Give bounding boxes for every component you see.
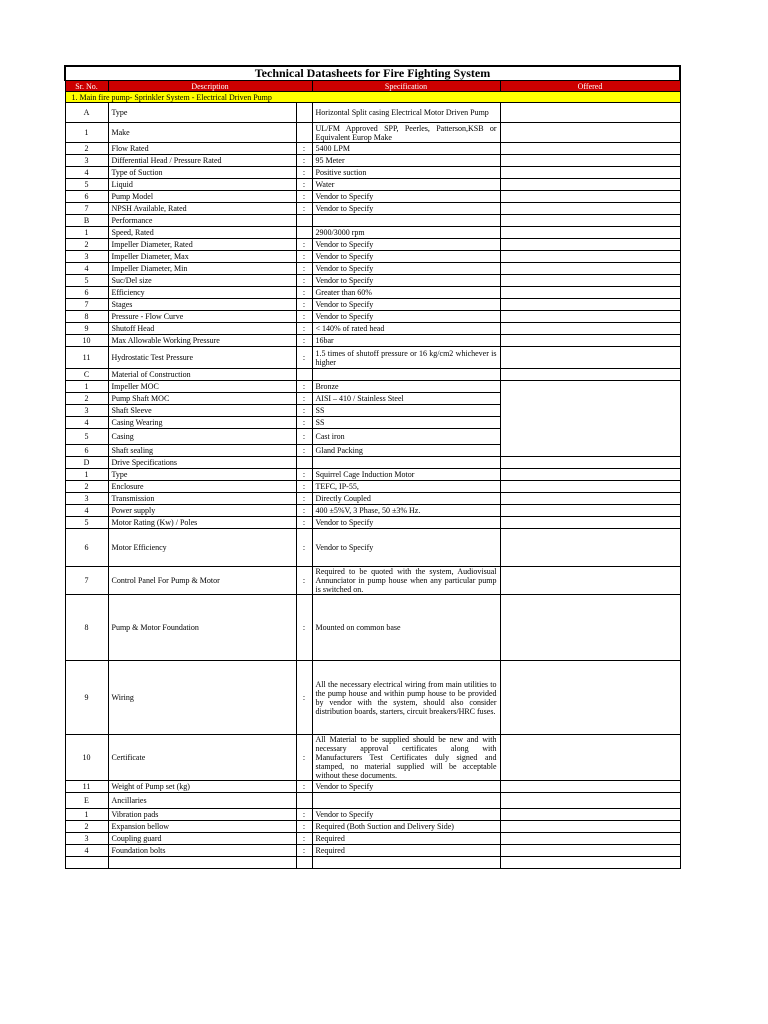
row-sr-no: 5 [65,275,108,287]
row-separator: : [296,179,312,191]
row-description: Efficiency [108,287,296,299]
table-row [65,833,680,845]
row-offered[interactable] [500,857,680,869]
table-row [65,595,680,661]
row-sr-no [65,857,108,869]
row-specification: Vendor to Specify [312,299,500,311]
row-description: Transmission [108,493,296,505]
row-sr-no: 4 [65,263,108,275]
row-separator: : [296,405,312,417]
section-row [65,92,680,103]
table-row [65,661,680,735]
row-description: Stages [108,299,296,311]
table-row [65,323,680,335]
row-description: Shutoff Head [108,323,296,335]
row-description: Power supply [108,505,296,517]
row-sr-no: 7 [65,567,108,595]
row-offered[interactable] [500,215,680,227]
row-sr-no: 11 [65,347,108,369]
row-description: Motor Efficiency [108,529,296,567]
row-description: Differential Head / Pressure Rated [108,155,296,167]
row-specification: Vendor to Specify [312,311,500,323]
row-separator: : [296,251,312,263]
row-separator: : [296,481,312,493]
header-offered: Offered [500,81,680,92]
row-offered[interactable] [500,251,680,263]
row-offered[interactable] [500,567,680,595]
title-row [65,66,680,81]
row-description: Liquid [108,179,296,191]
row-sr-no: 3 [65,405,108,417]
row-offered[interactable] [500,493,680,505]
row-offered[interactable] [500,845,680,857]
row-specification: 16bar [312,335,500,347]
row-offered[interactable] [500,123,680,143]
row-specification: Bronze [312,381,500,393]
row-separator: : [296,661,312,735]
table-row [65,481,680,493]
table-row [65,469,680,481]
row-sr-no: 9 [65,661,108,735]
row-description: Casing [108,429,296,445]
table-row [65,335,680,347]
row-offered[interactable] [500,347,680,369]
row-offered[interactable] [500,661,680,735]
row-sr-no: 2 [65,143,108,155]
header-specification: Specification [312,81,500,92]
row-sr-no: 6 [65,445,108,457]
row-separator [296,793,312,809]
row-offered[interactable] [500,793,680,809]
row-specification: SS [312,417,500,429]
row-separator [296,123,312,143]
row-description: Enclosure [108,481,296,493]
row-separator: : [296,417,312,429]
row-offered[interactable] [500,809,680,821]
row-sr-no: 10 [65,335,108,347]
row-specification: Vendor to Specify [312,203,500,215]
row-specification: Horizontal Split casing Electrical Motor Driven Pump [312,103,500,123]
table-row [65,369,680,381]
row-specification: Vendor to Specify [312,517,500,529]
row-offered[interactable] [500,227,680,239]
row-description: Impeller Diameter, Rated [108,239,296,251]
row-separator: : [296,287,312,299]
table-row [65,167,680,179]
row-separator: : [296,323,312,335]
row-sr-no: A [65,103,108,123]
table-row [65,103,680,123]
table-row [65,275,680,287]
row-offered[interactable] [500,167,680,179]
row-description: NPSH Available, Rated [108,203,296,215]
row-description: Weight of Pump set (kg) [108,781,296,793]
row-sr-no: 2 [65,481,108,493]
row-description: Max Allowable Working Pressure [108,335,296,347]
datasheet-table [64,65,681,869]
row-sr-no: 1 [65,227,108,239]
table-row [65,299,680,311]
row-specification [312,369,500,381]
row-description: Make [108,123,296,143]
row-separator: : [296,567,312,595]
row-separator [296,215,312,227]
table-row [65,505,680,517]
table-row [65,215,680,227]
row-separator [296,227,312,239]
row-sr-no: C [65,369,108,381]
row-offered[interactable] [500,239,680,251]
row-separator: : [296,595,312,661]
row-specification: Vendor to Specify [312,781,500,793]
table-row [65,793,680,809]
row-sr-no: 5 [65,179,108,191]
row-sr-no: D [65,457,108,469]
row-separator: : [296,299,312,311]
row-description: Impeller Diameter, Min [108,263,296,275]
row-offered[interactable] [500,191,680,203]
row-specification: 1.5 times of shutoff pressure or 16 kg/cm2 whichever is higher [312,347,500,369]
row-description: Type of Suction [108,167,296,179]
header-sr-no: Sr. No. [65,81,108,92]
table-row [65,347,680,369]
row-offered[interactable] [500,323,680,335]
row-description: Pump Model [108,191,296,203]
row-sr-no: 2 [65,821,108,833]
row-description: Casing Wearing [108,417,296,429]
row-separator: : [296,239,312,251]
table-row [65,251,680,263]
row-offered[interactable] [500,457,680,469]
table-row [65,517,680,529]
row-offered[interactable] [500,381,680,457]
table-row [65,143,680,155]
row-separator: : [296,517,312,529]
row-sr-no: 2 [65,239,108,251]
row-description: Pump & Motor Foundation [108,595,296,661]
row-separator: : [296,311,312,323]
table-row [65,123,680,143]
row-specification: 5400 LPM [312,143,500,155]
row-separator [296,857,312,869]
row-description: Type [108,469,296,481]
row-specification: 400 ±5%V, 3 Phase, 50 ±3% Hz. [312,505,500,517]
row-separator: : [296,155,312,167]
row-separator [296,103,312,123]
row-specification [312,457,500,469]
row-description: Shaft Sleeve [108,405,296,417]
row-description: Foundation bolts [108,845,296,857]
row-description: Speed, Rated [108,227,296,239]
table-row [65,821,680,833]
row-offered[interactable] [500,821,680,833]
row-separator: : [296,167,312,179]
row-specification: Greater than 60% [312,287,500,299]
row-sr-no: 1 [65,123,108,143]
row-offered[interactable] [500,505,680,517]
row-description: Impeller MOC [108,381,296,393]
row-sr-no: 8 [65,595,108,661]
row-separator: : [296,821,312,833]
row-sr-no: 4 [65,845,108,857]
row-offered[interactable] [500,155,680,167]
row-sr-no: B [65,215,108,227]
row-offered[interactable] [500,263,680,275]
row-specification: Vendor to Specify [312,263,500,275]
row-sr-no: 11 [65,781,108,793]
header-description: Description [108,81,312,92]
table-row [65,845,680,857]
row-sr-no: 4 [65,505,108,517]
row-separator: : [296,275,312,287]
row-separator: : [296,347,312,369]
row-sr-no: 6 [65,191,108,203]
table-row [65,493,680,505]
row-offered[interactable] [500,517,680,529]
row-sr-no: E [65,793,108,809]
row-sr-no: 7 [65,203,108,215]
row-separator: : [296,143,312,155]
row-description: Flow Rated [108,143,296,155]
row-separator: : [296,529,312,567]
row-description [108,857,296,869]
row-sr-no: 1 [65,809,108,821]
row-specification: AISI – 410 / Stainless Steel [312,393,500,405]
row-description: Certificate [108,735,296,781]
row-offered[interactable] [500,529,680,567]
row-sr-no: 1 [65,469,108,481]
row-offered[interactable] [500,781,680,793]
table-row [65,287,680,299]
table-row [65,781,680,793]
table-row [65,191,680,203]
table-row [65,311,680,323]
row-description: Vibration pads [108,809,296,821]
row-offered[interactable] [500,299,680,311]
table-row [65,529,680,567]
row-separator: : [296,445,312,457]
row-offered[interactable] [500,833,680,845]
row-separator [296,369,312,381]
row-separator: : [296,469,312,481]
row-offered[interactable] [500,287,680,299]
row-separator: : [296,393,312,405]
table-row [65,735,680,781]
row-offered[interactable] [500,335,680,347]
row-specification: 95 Meter [312,155,500,167]
row-specification: Vendor to Specify [312,251,500,263]
row-sr-no: 1 [65,381,108,393]
row-description: Type [108,103,296,123]
row-specification [312,215,500,227]
row-sr-no: 5 [65,517,108,529]
row-separator: : [296,203,312,215]
row-specification: < 140% of rated head [312,323,500,335]
table-row [65,381,680,393]
row-offered[interactable] [500,311,680,323]
row-specification: Directly Coupled [312,493,500,505]
row-specification: TEFC, IP-55, [312,481,500,493]
row-sr-no: 3 [65,493,108,505]
row-sr-no: 3 [65,833,108,845]
row-separator: : [296,263,312,275]
row-separator: : [296,191,312,203]
row-description: Ancillaries [108,793,296,809]
row-separator: : [296,833,312,845]
row-specification: Mounted on common base [312,595,500,661]
row-separator: : [296,429,312,445]
row-offered[interactable] [500,595,680,661]
row-specification [312,793,500,809]
row-specification: Required (Both Suction and Delivery Side) [312,821,500,833]
row-sr-no: 5 [65,429,108,445]
row-offered[interactable] [500,369,680,381]
row-separator: : [296,735,312,781]
row-offered[interactable] [500,179,680,191]
row-description: Suc/Del size [108,275,296,287]
row-specification: All Material to be supplied should be new and with necessary approval certificates along with Manufacturers Test Certificates duly signed and stamped, no material supplied will be acceptable without these documents. [312,735,500,781]
table-row [65,857,680,869]
row-sr-no: 10 [65,735,108,781]
row-separator [296,457,312,469]
row-specification: Vendor to Specify [312,239,500,251]
row-offered[interactable] [500,275,680,287]
row-sr-no: 6 [65,287,108,299]
row-specification: SS [312,405,500,417]
row-specification: Required [312,845,500,857]
row-description: Expansion bellow [108,821,296,833]
section-title: 1. Main fire pump- Sprinkler System - Electrical Driven Pump [65,92,680,103]
row-sr-no: 4 [65,417,108,429]
row-description: Wiring [108,661,296,735]
row-description: Motor Rating (Kw) / Poles [108,517,296,529]
row-separator: : [296,493,312,505]
row-specification: Positive suction [312,167,500,179]
row-separator: : [296,809,312,821]
table-row [65,239,680,251]
row-description: Performance [108,215,296,227]
row-specification: Cast iron [312,429,500,445]
row-offered[interactable] [500,203,680,215]
row-description: Pump Shaft MOC [108,393,296,405]
row-description: Impeller Diameter, Max [108,251,296,263]
row-offered[interactable] [500,143,680,155]
row-sr-no: 3 [65,155,108,167]
row-separator: : [296,845,312,857]
row-sr-no: 4 [65,167,108,179]
row-offered[interactable] [500,103,680,123]
row-specification: Required [312,833,500,845]
header-row [65,81,680,92]
table-row [65,809,680,821]
row-specification: Vendor to Specify [312,275,500,287]
row-sr-no: 7 [65,299,108,311]
row-description: Pressure - Flow Curve [108,311,296,323]
row-sr-no: 8 [65,311,108,323]
row-separator: : [296,381,312,393]
row-specification: Required to be quoted with the system, Audiovisual Annunciator in pump house when any particular pump is switched on. [312,567,500,595]
row-description: Shaft sealing [108,445,296,457]
row-sr-no: 3 [65,251,108,263]
sheet-title: Technical Datasheets for Fire Fighting System [65,66,680,81]
row-description: Drive Specifications [108,457,296,469]
row-description: Hydrostatic Test Pressure [108,347,296,369]
row-separator: : [296,505,312,517]
row-specification [312,857,500,869]
row-specification: 2900/3000 rpm [312,227,500,239]
row-specification: Squirrel Cage Induction Motor [312,469,500,481]
table-row [65,263,680,275]
row-sr-no: 2 [65,393,108,405]
row-offered[interactable] [500,735,680,781]
table-row [65,227,680,239]
table-row [65,179,680,191]
table-row [65,457,680,469]
row-specification: Water [312,179,500,191]
row-sr-no: 6 [65,529,108,567]
row-description: Control Panel For Pump & Motor [108,567,296,595]
row-specification: All the necessary electrical wiring from main utilities to the pump house and within pump house to be provided by vendor with the system, should also consider distribution boards, starters, circuit breakers/HRC fuses. [312,661,500,735]
row-separator: : [296,781,312,793]
row-specification: Vendor to Specify [312,529,500,567]
row-specification: Gland Packing [312,445,500,457]
table-row [65,567,680,595]
row-separator: : [296,335,312,347]
row-specification: Vendor to Specify [312,809,500,821]
row-specification: Vendor to Specify [312,191,500,203]
row-description: Coupling guard [108,833,296,845]
row-offered[interactable] [500,469,680,481]
row-description: Material of Construction [108,369,296,381]
row-sr-no: 9 [65,323,108,335]
row-specification: UL/FM Approved SPP, Peerles, Patterson,KSB or Equivalent Europ Make [312,123,500,143]
table-row [65,203,680,215]
row-offered[interactable] [500,481,680,493]
table-row [65,155,680,167]
